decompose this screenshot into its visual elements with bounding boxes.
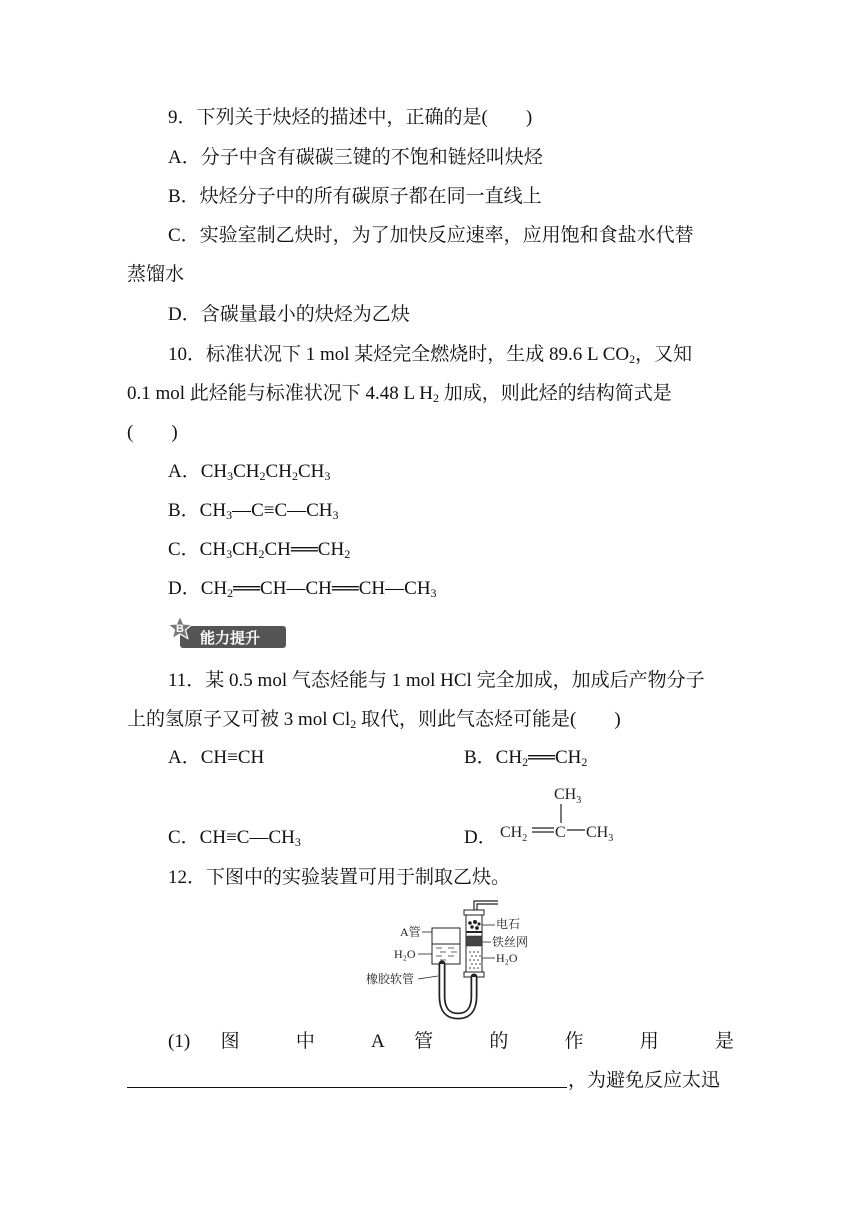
q10-stem-line2: 0.1 mol 此烃能与标准状况下 4.48 L $H_2$ 加成，则此烃的结构简式是 <box>127 383 672 405</box>
answer-blank-line[interactable] <box>127 1087 567 1088</box>
svg-text:电石: 电石 <box>496 917 521 931</box>
q12-stem: 12．下图中的实验装置可用于制取乙炔。 <box>168 867 511 888</box>
q11-option-c: C．$CH\equiv C—CH_3$ <box>168 827 301 849</box>
q12-part1-tail: ，为避免反应太迅 <box>568 1070 721 1091</box>
q11-option-d-label: D． <box>464 827 497 848</box>
badge-title: 能力提升 <box>200 629 261 647</box>
q9-option-a: A．分子中含有碳碳三键的不饱和链烃叫炔烃 <box>168 147 543 168</box>
apparatus-figure <box>362 898 542 1020</box>
q10-option-b: B．$CH_3—C\equiv C—CH_3$ <box>168 500 339 522</box>
section-badge <box>166 614 296 654</box>
q9-option-b: B．炔烃分子中的所有碳原子都在同一直线上 <box>168 186 542 207</box>
badge-letter: B <box>176 623 184 635</box>
svg-text:橡胶软管: 橡胶软管 <box>366 972 415 986</box>
q9-option-c-cont: 蒸馏水 <box>127 264 185 285</box>
svg-text:铁丝网: 铁丝网 <box>492 935 529 949</box>
q9-option-c: C．实验室制乙炔时，为了加快反应速率，应用饱和食盐水代替 <box>168 225 694 246</box>
q11-option-d-structure <box>496 786 626 848</box>
q10-stem-line3: ( ) <box>127 422 178 443</box>
q11-stem-line1: 11．某 0.5 mol 气态烃能与 1 mol HCl 完全加成，加成后产物分子 <box>168 670 705 691</box>
svg-text:H₂O: H₂O <box>496 951 518 965</box>
q12-part1-line: (1) 图 中 A 管 的 作 用 是 <box>168 1031 734 1052</box>
q10-option-a: A．$CH_3CH_2CH_2CH_3$ <box>168 461 331 483</box>
q9-option-d: D．含碳量最小的炔烃为乙炔 <box>168 304 410 325</box>
q10-option-c: C．$CH_3CH_2CH══CH_2$ <box>168 539 351 561</box>
q11-option-b: B．$CH_2══CH_2$ <box>464 747 588 769</box>
q10-option-d: D．$CH_2══CH—CH══CH—CH_3$ <box>168 578 437 600</box>
q9-stem: 9．下列关于炔烃的描述中，正确的是( ) <box>168 107 533 128</box>
svg-text:C: C <box>555 824 566 841</box>
svg-text:CH3: $CH_3$ <box>586 824 614 844</box>
q11-option-a: A．CH≡CH <box>168 747 265 768</box>
q10-stem-line1: 10．标准状况下 1 mol 某烃完全燃烧时，生成 89.6 L $CO_2$，又知 <box>168 344 693 366</box>
svg-text:CH2: $CH_2$ <box>500 824 528 844</box>
svg-text:A管: A管 <box>400 925 421 939</box>
svg-text:H₂O: H₂O <box>394 947 416 961</box>
svg-text:CH3: $CH_3$ <box>554 786 582 806</box>
q11-stem-line2: 上的氢原子又可被 3 mol $Cl_2$ 取代，则此气态烃可能是( ) <box>127 709 621 731</box>
